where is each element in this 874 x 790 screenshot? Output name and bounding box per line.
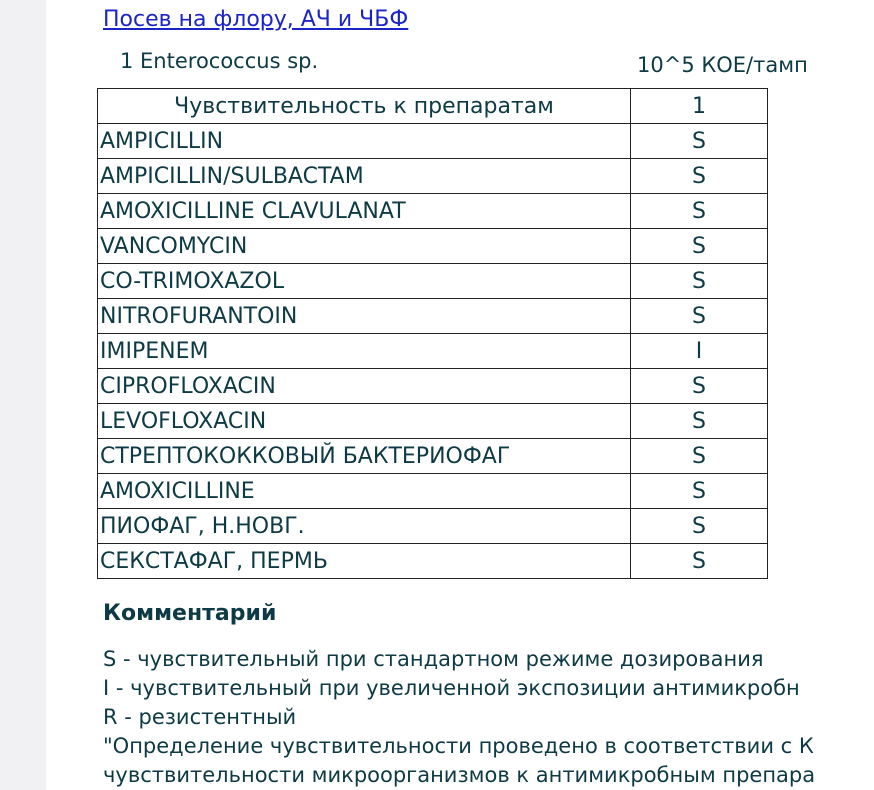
drug-name-cell: NITROFURANTOIN (98, 299, 631, 334)
table-row (98, 509, 768, 544)
table-row (98, 404, 768, 439)
result-cell: S (631, 509, 768, 544)
result-cell: S (631, 369, 768, 404)
result-cell: S (631, 299, 768, 334)
column-header-result: 1 (631, 89, 768, 124)
comment-line-s: S - чувствительный при стандартном режиме дозирования (103, 647, 764, 671)
drug-name-cell: ПИОФАГ, Н.НОВГ. (98, 509, 631, 544)
result-cell: S (631, 229, 768, 264)
table-row (98, 229, 768, 264)
comment-line-method-cont: чувствительности микроорганизмов к антимикробным препара (103, 763, 816, 787)
table-row (98, 299, 768, 334)
result-cell: S (631, 439, 768, 474)
sensitivity-table (97, 88, 768, 579)
drug-name-cell: AMPICILLIN/SULBACTAM (98, 159, 631, 194)
comment-line-method: "Определение чувствительности проведено в соответствии с К (103, 734, 814, 758)
drug-name-cell: IMIPENEM (98, 334, 631, 369)
comment-line-i: I - чувствительный при увеличенной экспозиции антимикробн (103, 676, 800, 700)
drug-name-cell: VANCOMYCIN (98, 229, 631, 264)
drug-name-cell: CIPROFLOXACIN (98, 369, 631, 404)
drug-name-cell: AMPICILLIN (98, 124, 631, 159)
table-row (98, 124, 768, 159)
table-row (98, 334, 768, 369)
table-row (98, 544, 768, 579)
organism-name: 1 Enterococcus sp. (120, 49, 319, 73)
result-cell: S (631, 404, 768, 439)
organism-quantity: 10^5 КОЕ/тамп (637, 53, 808, 77)
left-margin-strip (0, 0, 46, 790)
result-cell: S (631, 264, 768, 299)
drug-name-cell: AMOXICILLINE CLAVULANAT (98, 194, 631, 229)
comments-text (103, 645, 874, 790)
table-row (98, 264, 768, 299)
table-row (98, 474, 768, 509)
drug-name-cell: СЕКСТАФАГ, ПЕРМЬ (98, 544, 631, 579)
drug-name-cell: AMOXICILLINE (98, 474, 631, 509)
analysis-title-link[interactable]: Посев на флору, АЧ и ЧБФ (103, 7, 409, 32)
drug-name-cell: СТРЕПТОКОККОВЫЙ БАКТЕРИОФАГ (98, 439, 631, 474)
table-row (98, 194, 768, 229)
result-cell: I (631, 334, 768, 369)
table-header-row (98, 89, 768, 124)
comments-heading: Комментарий (103, 601, 277, 626)
comment-line-r: R - резистентный (103, 705, 297, 729)
table-row (98, 159, 768, 194)
drug-name-cell: LEVOFLOXACIN (98, 404, 631, 439)
column-header-drug: Чувствительность к препаратам (98, 89, 631, 124)
result-cell: S (631, 474, 768, 509)
table-row (98, 369, 768, 404)
drug-name-cell: CO-TRIMOXAZOL (98, 264, 631, 299)
result-cell: S (631, 159, 768, 194)
table-row (98, 439, 768, 474)
result-cell: S (631, 124, 768, 159)
result-cell: S (631, 194, 768, 229)
result-cell: S (631, 544, 768, 579)
